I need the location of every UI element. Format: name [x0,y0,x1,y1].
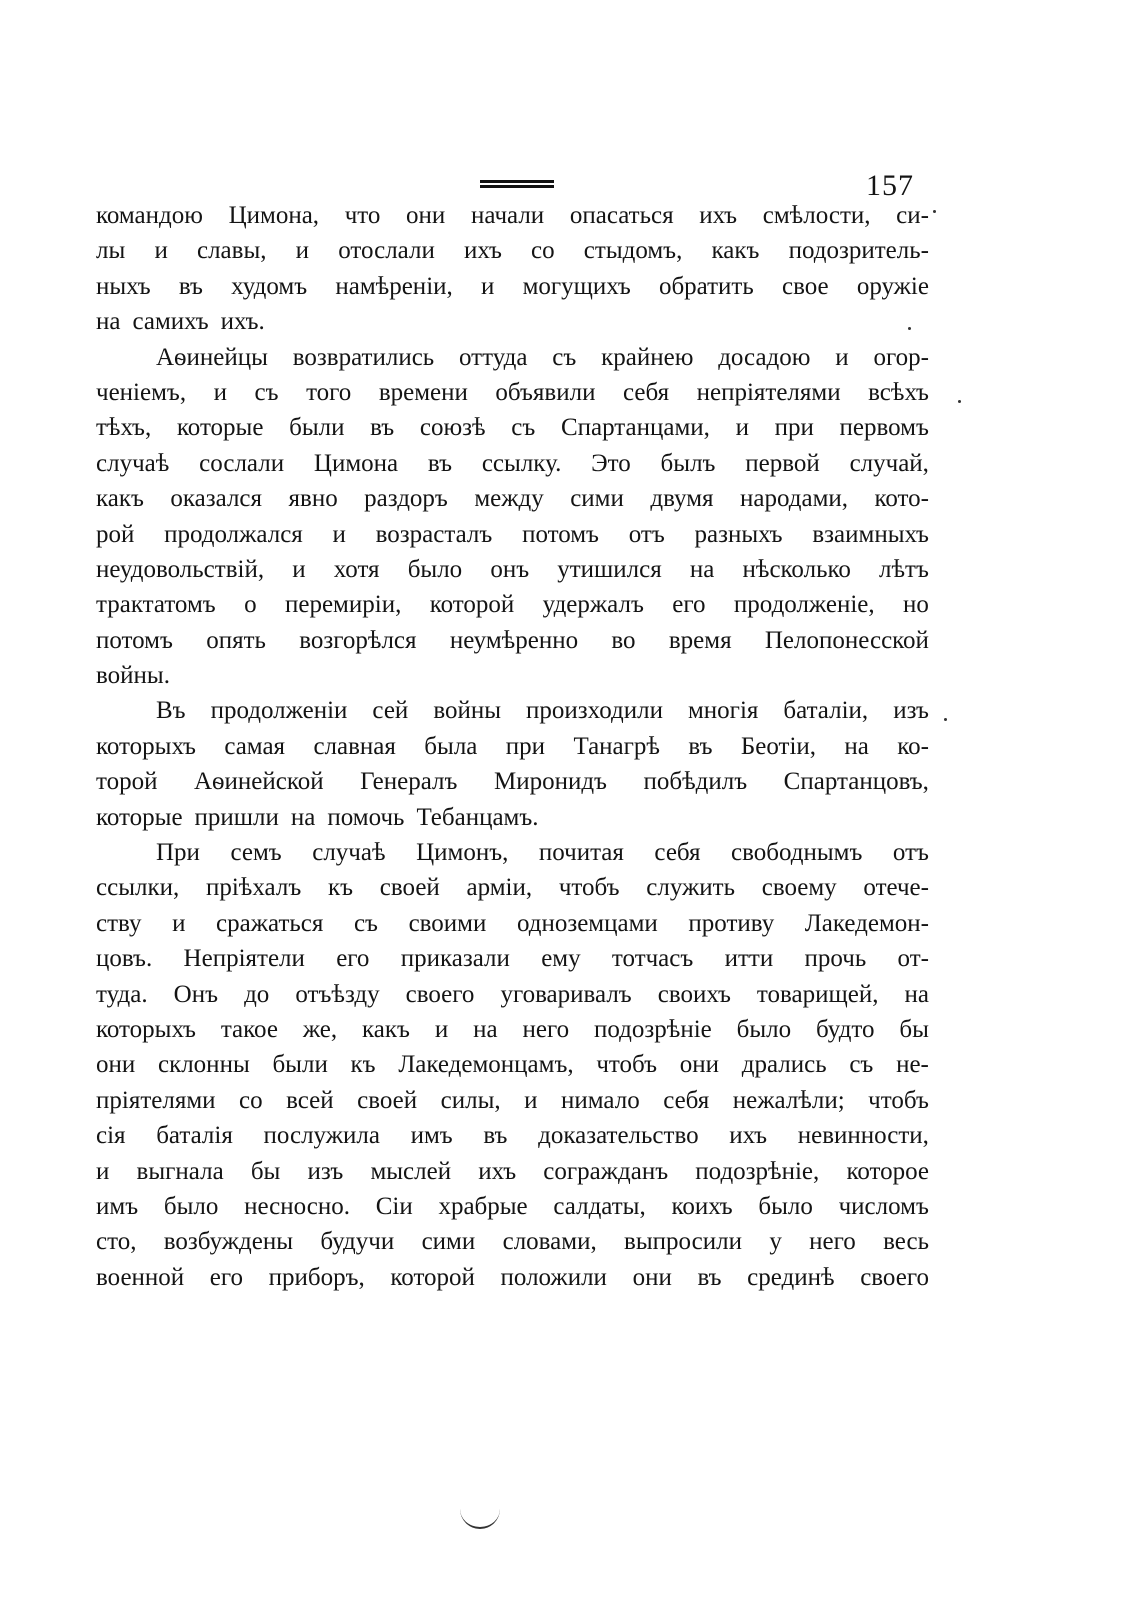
word: которой [390,1263,475,1291]
word: возбуждены [163,1228,294,1256]
word: и [524,1086,538,1114]
word: смѣлости, [762,202,871,229]
word: будто [816,1015,875,1043]
word: продолженіи [210,697,348,725]
word: отъ [892,839,929,867]
word: Лакедемон- [804,909,929,937]
word: на [689,555,715,583]
word: пришли [194,803,279,831]
word: Танагрѣ [573,732,660,760]
word: времени [378,378,468,406]
word: своему [761,874,837,902]
word: салдаты, [553,1192,646,1220]
word: уговаривалъ [500,980,632,1008]
word: доказательство [538,1122,699,1150]
word: своими [408,909,487,937]
word: такое [220,1015,278,1043]
word: свое [781,272,829,300]
word: сто, [96,1228,137,1256]
word: чтобъ [558,874,620,902]
word: объявили [495,378,596,406]
word: продолжался [164,520,303,548]
word: Аѳинейской [193,768,324,796]
word: была [424,732,478,760]
word: подозрѣніе, [695,1157,820,1185]
word: и [332,520,346,548]
word: нѣсколько [742,555,851,583]
word: же, [302,1015,338,1043]
text-line [96,1012,929,1047]
word: и [295,237,310,265]
word: Это [591,449,631,477]
word: пріѣхалъ [205,874,302,902]
ink-speck [958,400,961,403]
word: и [213,378,227,406]
word: коихъ [671,1192,733,1220]
word: и [172,909,186,937]
word: своей [357,1086,418,1114]
word: до [244,980,270,1008]
word: сими [570,485,624,513]
word: товарищей, [756,980,879,1008]
word: нежалѣли; [732,1086,845,1114]
word: цовъ. [96,945,153,973]
text-line [96,587,929,622]
text-line [96,233,929,268]
word: своихъ [657,980,731,1008]
text-line [96,1083,929,1118]
word: было [163,1192,219,1220]
text-line [96,1154,929,1189]
word: случаѣ [96,449,170,477]
word: отече- [863,874,929,902]
word: случай, [849,449,929,477]
word: помочь [327,803,405,831]
word: выпросили [624,1228,742,1256]
word: между [474,485,544,513]
word: пріятелями [96,1086,216,1114]
word: при [505,732,546,760]
word: лѣтъ [878,555,929,583]
word: ему [541,945,581,973]
word: Миронидъ [493,768,607,796]
word: Цимонъ, [416,839,509,867]
word: ссылку. [481,449,562,477]
word: подозрѣніе [593,1015,712,1043]
word: ченіемъ, [96,378,187,406]
word: Пелопонесской [764,626,929,654]
word: своего [860,1263,929,1291]
word: имъ [410,1122,453,1150]
word: были [272,1051,328,1079]
text-line [96,835,929,870]
word: всей [286,1086,334,1114]
word: силы, [440,1086,501,1114]
word: Цимона [313,449,399,477]
text-line [96,481,929,516]
word: Аѳинейцы [156,343,268,371]
word: кото- [874,485,929,513]
word: огор- [873,343,929,371]
word: военной [96,1263,185,1291]
word: его [209,1263,244,1291]
word: туда. [96,980,148,1008]
word: и [292,555,306,583]
word: не- [896,1051,929,1079]
word: какъ [96,485,144,513]
word: намѣреніи, [335,272,453,300]
word: себя [622,378,670,406]
word: они [679,1051,720,1079]
word: и [735,414,749,442]
word: народами, [740,485,849,513]
word: одноземцами [516,909,658,937]
word: чтобъ [868,1086,929,1114]
word: которой [429,591,515,619]
word: какъ [362,1015,410,1043]
text-line [96,410,929,445]
word: потомъ [522,520,599,548]
word: си- [896,202,929,229]
word: Непріятели [183,945,305,973]
word: раздоръ [364,485,448,513]
word: почитая [538,839,624,867]
word: двумя [650,485,714,513]
word: ихъ [699,202,738,229]
page-number: 157 [866,169,914,202]
header-rule [480,180,554,190]
word: своей [379,874,440,902]
word: числомъ [838,1192,929,1220]
word: ихъ [464,237,502,265]
word: къ [327,874,354,902]
word: въ [483,1122,508,1150]
word: баталіи, [783,697,869,725]
word: склонны [157,1051,250,1079]
word: и [96,1157,110,1185]
word: въ [688,732,713,760]
text-line [96,1224,929,1259]
word: приборъ, [268,1263,365,1291]
word: командою [96,202,203,229]
word: первой [745,449,820,477]
ink-speck [933,210,936,213]
word: отъ [628,520,665,548]
word: начали [470,202,545,229]
word: дрались [741,1051,827,1079]
word: крайнею [601,343,694,371]
word: оттуда [459,343,528,371]
word: того [306,378,352,406]
word: которые [176,414,264,442]
word: согражданъ [543,1157,669,1185]
word: на [473,1015,498,1043]
text-line [96,1260,929,1295]
word: оружіе [856,272,929,300]
text-line [96,269,929,304]
word: съ [511,414,536,442]
word: сими [421,1228,476,1256]
word: нимало [561,1086,640,1114]
word: чтобъ [596,1051,658,1079]
text-line [96,729,929,764]
word: сослали [199,449,285,477]
word: былъ [660,449,716,477]
word: срединѣ [747,1263,835,1291]
text-line [96,446,929,481]
word: время [668,626,732,654]
text-line [96,1118,929,1153]
text-line [96,517,929,552]
word: лы [96,237,126,265]
word: были [289,414,345,442]
word: и [480,272,495,300]
word: сражаться [216,909,324,937]
word: опять [206,626,266,654]
word: опасаться [569,202,674,229]
word: потомъ [96,626,173,654]
body-text [96,198,929,1295]
word: они [96,1051,136,1079]
word: служить [646,874,736,902]
word: союзѣ [419,414,486,442]
word: выгнала [136,1157,224,1185]
word: которыхъ [96,732,196,760]
word: ныхъ [96,272,151,300]
word: положили [500,1263,607,1291]
word: Въ [156,697,186,725]
word: въ [178,272,203,300]
word: на [96,308,121,336]
word: утишился [557,555,662,583]
word: съ [552,343,577,371]
word: баталія [156,1122,233,1150]
text-line [96,198,929,233]
word: они [632,1263,672,1291]
word: и [154,237,168,265]
word: у [769,1228,782,1256]
word: о [244,591,257,619]
word: всѣхъ [868,378,929,406]
word: Тебанцамъ. [416,803,539,831]
text-line [96,941,929,976]
word: имъ [96,1192,139,1220]
word: въ [697,1263,722,1291]
word: неумѣренно [449,626,579,654]
word: изъ [307,1157,344,1185]
word: было [758,1192,813,1220]
word: приказали [400,945,510,973]
word: трактатомъ [96,591,216,619]
word: досадою [718,343,811,371]
word: Онъ [173,980,219,1008]
word: явно [288,485,338,513]
word: отъѣзду [295,980,380,1008]
word: къ [350,1051,376,1079]
word: Спартанцовъ, [783,768,929,796]
word: и [835,343,849,371]
word: разныхъ [694,520,783,548]
word: съ [353,909,378,937]
text-line [96,1189,929,1224]
word: ссылки, [96,874,180,902]
word: перемиріи, [284,591,402,619]
word: взаимныхъ [812,520,929,548]
word: продолженіе, [733,591,875,619]
word: бы [250,1157,281,1185]
word: него [522,1015,570,1043]
word: Сіи [375,1192,413,1220]
word: сей [372,697,409,725]
word: во [611,626,636,654]
word: торой [96,768,158,796]
word: итти [724,945,774,973]
word: съ [849,1051,874,1079]
word: подозритель- [788,237,929,265]
word: будучи [320,1228,395,1256]
word: на [844,732,869,760]
word: войны [433,697,502,725]
word: При [156,839,200,867]
word: несносно. [244,1192,350,1220]
text-line [96,552,929,587]
word: возгорѣлся [299,626,417,654]
word: словами, [502,1228,597,1256]
word: могущихъ [522,272,631,300]
word: въ [427,449,453,477]
word: Спартанцами, [560,414,710,442]
word: себя [663,1086,710,1114]
word: сія [96,1122,126,1150]
text-line [96,870,929,905]
word: какъ [711,237,760,265]
word: его [672,591,706,619]
word: противу [688,909,775,937]
word: Беотіи, [740,732,817,760]
word: первомъ [839,414,929,442]
word: и [434,1015,449,1043]
word: что [344,202,381,229]
word: при [774,414,814,442]
word: Генералъ [360,768,458,796]
word: на [290,803,316,831]
word: со [531,237,555,265]
word: Лакедемонцамъ, [398,1051,574,1079]
word: ихъ. [220,308,265,336]
word: Цимона, [228,202,320,229]
ink-mark [460,1505,500,1529]
word: тотчасъ [611,945,694,973]
text-line [96,800,929,835]
text-line [96,977,929,1012]
word: было [736,1015,792,1043]
word: многія [687,697,759,725]
word: случаѣ [312,839,386,867]
text-line [96,693,929,728]
word: изъ [893,697,929,725]
ink-speck [908,327,911,330]
word: своего [405,980,475,1008]
word: съ [254,378,279,406]
word: оказался [170,485,263,513]
word: въ [370,414,395,442]
word: хотя [333,555,380,583]
word: удержалъ [542,591,644,619]
word: которые [96,803,183,831]
text-line [96,375,929,410]
word: непріятелями [696,378,841,406]
word: свободнымъ [731,839,863,867]
text-line [96,1047,929,1082]
word: него [809,1228,856,1256]
word: семъ [230,839,282,867]
word: славная [313,732,396,760]
text-line [96,906,929,941]
word: побѣдилъ [643,768,748,796]
word: стыдомъ, [583,237,683,265]
word: худомъ [231,272,308,300]
word: себя [654,839,701,867]
word: храбрые [438,1192,528,1220]
word: неудовольствій, [96,555,265,583]
word: мыслей [370,1157,452,1185]
word: прочь [804,945,867,973]
word: славы, [196,237,267,265]
word: ко- [897,732,929,760]
word: тѣхъ, [96,414,152,442]
word: обратить [658,272,754,300]
word: произходили [526,697,663,725]
word: возвратились [292,343,435,371]
word: которыхъ [96,1015,196,1043]
header-rule-bar [480,180,554,183]
word: но [903,591,929,619]
text-line [96,658,929,693]
word: весь [883,1228,929,1256]
word: самихъ [132,308,209,336]
word: возрасталъ [375,520,493,548]
ink-speck [944,718,947,721]
word: послужила [263,1122,380,1150]
word: было [407,555,463,583]
word: ству [96,909,142,937]
word: от- [897,945,929,973]
header-rule-bar [480,185,554,188]
text-line [96,764,929,799]
word: со [239,1086,263,1114]
word: войны. [96,662,170,690]
word: отослали [338,237,435,265]
word: арміи, [466,874,533,902]
word: они [406,202,446,229]
word: ихъ [729,1122,768,1150]
word: его [336,945,370,973]
word: невинности, [797,1122,929,1150]
text-line [96,304,929,339]
word: онъ [490,555,530,583]
word: которое [846,1157,929,1185]
word: самая [224,732,286,760]
word: рой [96,520,135,548]
word: на [904,980,929,1008]
text-line [96,340,929,375]
word: бы [899,1015,929,1043]
text-line [96,623,929,658]
word: ихъ [478,1157,517,1185]
